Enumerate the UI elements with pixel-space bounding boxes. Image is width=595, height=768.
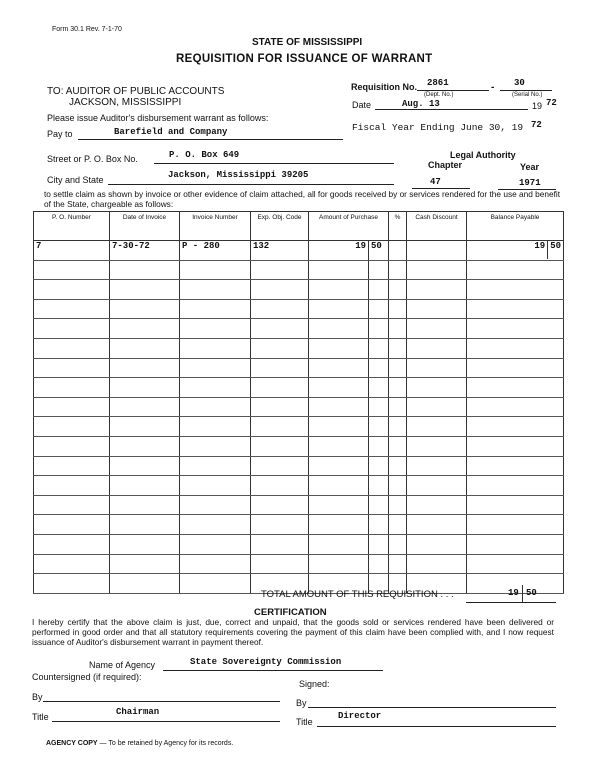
table-cell <box>110 534 180 554</box>
agency-name-label: Name of Agency <box>89 660 156 670</box>
table-cell <box>251 436 309 456</box>
header-cash-discount: Cash Discount <box>407 212 467 241</box>
serial-line <box>500 90 552 91</box>
table-cell <box>251 260 309 280</box>
table-cell <box>180 495 251 515</box>
table-cell <box>309 534 369 554</box>
table-cell <box>389 260 407 280</box>
table-cell <box>467 378 564 398</box>
table-cell <box>369 554 389 574</box>
table-cell <box>34 358 110 378</box>
total-cents: 50 <box>526 588 537 598</box>
serial-caption: (Serial No.) <box>512 92 543 98</box>
table-cell <box>34 280 110 300</box>
signed-label: Signed: <box>299 679 330 689</box>
table-cell <box>389 495 407 515</box>
table-cell <box>389 554 407 574</box>
date-label: Date <box>352 100 372 110</box>
table-cell <box>110 574 180 594</box>
table-cell <box>180 515 251 535</box>
table-cell <box>467 397 564 417</box>
table-cell <box>369 378 389 398</box>
total-label: TOTAL AMOUNT OF THIS REQUISITION . . . <box>261 589 454 600</box>
table-row <box>34 241 564 261</box>
table-row <box>34 476 564 496</box>
table-cell <box>110 515 180 535</box>
footer-rest: — To be retained by Agency for its records. <box>97 740 234 747</box>
agency-name-line <box>163 670 383 671</box>
table-cell <box>369 338 389 358</box>
table-cell <box>467 456 564 476</box>
table-cell <box>309 378 369 398</box>
serial-number: 30 <box>514 78 525 88</box>
table-cell <box>251 456 309 476</box>
table-cell <box>369 456 389 476</box>
chapter-value: 47 <box>430 177 441 187</box>
table-cell <box>309 338 369 358</box>
table-cell <box>34 319 110 339</box>
table-row <box>34 299 564 319</box>
table-row <box>34 515 564 535</box>
cell-balance-cents: 50 <box>550 241 561 251</box>
table-cell <box>467 534 564 554</box>
table-cell <box>407 378 467 398</box>
form-title: REQUISITION FOR ISSUANCE OF WARRANT <box>176 53 433 65</box>
table-cell <box>180 260 251 280</box>
table-cell <box>467 476 564 496</box>
table-cell <box>369 280 389 300</box>
cell-amount-cents: 50 <box>369 241 389 261</box>
table-cell <box>389 378 407 398</box>
table-cell <box>467 338 564 358</box>
table-cell <box>309 495 369 515</box>
cell-exp-obj-code: 132 <box>251 241 309 261</box>
pay-to-label: Pay to <box>47 129 73 139</box>
left-by-label: By <box>32 692 43 702</box>
table-cell <box>369 436 389 456</box>
table-cell <box>110 554 180 574</box>
table-cell <box>34 299 110 319</box>
table-cell <box>34 534 110 554</box>
header-exp-obj-code: Exp. Obj. Code <box>251 212 309 241</box>
countersigned-label: Countersigned (if required): <box>32 672 142 682</box>
table-cell <box>369 417 389 437</box>
footer-bold: AGENCY COPY <box>46 740 98 747</box>
table-cell <box>180 358 251 378</box>
cell-date-of-invoice: 7-30-72 <box>110 241 180 261</box>
table-cell <box>34 260 110 280</box>
fiscal-year-label: Fiscal Year Ending June 30, 19 <box>352 122 524 133</box>
left-title-value: Chairman <box>116 707 160 717</box>
pay-to-value: Barefield and Company <box>114 127 228 137</box>
chapter-label: Chapter <box>428 160 463 170</box>
table-cell <box>309 397 369 417</box>
year-label: Year <box>520 162 540 172</box>
table-cell <box>251 554 309 574</box>
table-cell <box>389 280 407 300</box>
street-line <box>154 163 394 164</box>
table-cell <box>389 515 407 535</box>
table-row <box>34 358 564 378</box>
table-cell <box>309 299 369 319</box>
table-cell <box>389 299 407 319</box>
street-value: P. O. Box 649 <box>169 150 240 160</box>
state-heading: STATE OF MISSISSIPPI <box>252 37 363 48</box>
requisition-dash: - <box>491 82 495 93</box>
table-cell <box>467 554 564 574</box>
table-cell <box>110 417 180 437</box>
table-cell <box>389 319 407 339</box>
table-cell <box>369 515 389 535</box>
table-row <box>34 417 564 437</box>
table-cell <box>309 417 369 437</box>
certification-heading: CERTIFICATION <box>254 607 327 618</box>
left-by-line <box>43 701 280 702</box>
table-cell <box>389 417 407 437</box>
table-cell <box>389 358 407 378</box>
city-value: Jackson, Mississippi 39205 <box>168 170 309 180</box>
table-cell <box>251 358 309 378</box>
table-cell <box>407 495 467 515</box>
instruction-text: Please issue Auditor's disbursement warrant as follows: <box>47 113 269 123</box>
table-cell <box>34 554 110 574</box>
table-cell <box>34 436 110 456</box>
table-cell <box>389 476 407 496</box>
date-line <box>375 109 528 110</box>
table-cell <box>251 338 309 358</box>
fiscal-year-value: 72 <box>531 120 542 130</box>
city-label: City and State <box>47 175 104 185</box>
table-cell <box>309 515 369 535</box>
table-row <box>34 338 564 358</box>
table-cell <box>389 534 407 554</box>
table-cell <box>369 397 389 417</box>
table-cell <box>110 495 180 515</box>
table-cell <box>34 476 110 496</box>
table-cell <box>309 456 369 476</box>
table-cell <box>407 417 467 437</box>
table-cell <box>251 495 309 515</box>
table-cell <box>180 574 251 594</box>
dept-line <box>417 90 489 91</box>
table-cell <box>407 436 467 456</box>
table-row <box>34 280 564 300</box>
cell-invoice-number: P - 280 <box>180 241 251 261</box>
table-cell <box>309 319 369 339</box>
table-cell <box>110 358 180 378</box>
table-cell <box>407 456 467 476</box>
street-label: Street or P. O. Box No. <box>47 154 138 164</box>
right-by-label: By <box>296 698 307 708</box>
table-cell <box>369 476 389 496</box>
table-cell <box>407 358 467 378</box>
table-cell <box>180 436 251 456</box>
table-cell <box>467 280 564 300</box>
year-value: 1971 <box>519 178 541 188</box>
table-row <box>34 319 564 339</box>
table-cell <box>369 534 389 554</box>
table-cell <box>34 495 110 515</box>
table-cell <box>407 319 467 339</box>
table-cell <box>34 397 110 417</box>
table-cell <box>251 299 309 319</box>
table-cell <box>467 319 564 339</box>
table-cell <box>34 338 110 358</box>
date-year-value: 72 <box>546 98 557 108</box>
form-number: Form 30.1 Rev. 7-1-70 <box>52 26 122 33</box>
cell-percent <box>389 241 407 261</box>
table-cell <box>407 554 467 574</box>
table-cell <box>34 574 110 594</box>
total-divider <box>522 585 523 603</box>
table-row <box>34 495 564 515</box>
city-line <box>108 184 394 185</box>
requisition-label: Requisition No. <box>351 82 417 92</box>
left-title-label: Title <box>32 712 49 722</box>
table-cell <box>180 319 251 339</box>
table-cell <box>110 456 180 476</box>
table-cell <box>251 534 309 554</box>
claim-text: to settle claim as shown by invoice or other evidence of claim attached, all for goods received by or services rendered for the use and benefit of the State, chargeable as follows: <box>44 189 561 209</box>
table-cell <box>407 280 467 300</box>
table-cell <box>467 358 564 378</box>
table-cell <box>467 260 564 280</box>
table-cell <box>251 319 309 339</box>
table-cell <box>180 456 251 476</box>
table-cell <box>110 260 180 280</box>
right-title-line <box>317 726 556 727</box>
table-cell <box>407 515 467 535</box>
table-cell <box>251 378 309 398</box>
table-cell <box>251 515 309 535</box>
table-cell <box>407 397 467 417</box>
table-cell <box>180 338 251 358</box>
table-header-row <box>34 212 564 241</box>
footer-note <box>46 740 233 747</box>
table-cell <box>369 495 389 515</box>
table-row <box>34 436 564 456</box>
cell-balance-payable <box>467 241 564 261</box>
table-cell <box>251 476 309 496</box>
table-cell <box>309 436 369 456</box>
table-cell <box>180 534 251 554</box>
table-cell <box>407 299 467 319</box>
right-by-line <box>308 707 556 708</box>
right-title-label: Title <box>296 717 313 727</box>
table-cell <box>467 417 564 437</box>
table-cell <box>369 358 389 378</box>
table-cell <box>110 436 180 456</box>
pay-to-line <box>78 139 343 140</box>
table-row <box>34 554 564 574</box>
table-cell <box>467 495 564 515</box>
cell-po-number: 7 <box>34 241 110 261</box>
table-cell <box>309 358 369 378</box>
table-cell <box>251 280 309 300</box>
header-balance-payable: Balance Payable <box>467 212 564 241</box>
header-date-of-invoice: Date of Invoice <box>110 212 180 241</box>
table-cell <box>467 299 564 319</box>
table-cell <box>389 397 407 417</box>
cell-amount-dollars: 19 <box>309 241 369 261</box>
table-row <box>34 260 564 280</box>
line-items-table <box>33 211 564 594</box>
table-cell <box>467 436 564 456</box>
table-body <box>34 241 564 594</box>
total-dollars: 19 <box>508 588 519 598</box>
table-cell <box>407 476 467 496</box>
table-cell <box>369 299 389 319</box>
table-cell <box>110 280 180 300</box>
dept-number: 2861 <box>427 78 449 88</box>
table-cell <box>389 436 407 456</box>
header-amount-of-purchase: Amount of Purchase <box>309 212 389 241</box>
table-cell <box>180 476 251 496</box>
table-cell <box>34 417 110 437</box>
table-row <box>34 456 564 476</box>
table-cell <box>369 319 389 339</box>
table-cell <box>110 397 180 417</box>
table-cell <box>389 338 407 358</box>
table-cell <box>309 260 369 280</box>
table-row <box>34 378 564 398</box>
left-title-line <box>52 721 280 722</box>
table-cell <box>110 299 180 319</box>
table-cell <box>180 397 251 417</box>
table-cell <box>389 456 407 476</box>
table-cell <box>407 534 467 554</box>
to-line-1: TO: AUDITOR OF PUBLIC ACCOUNTS <box>47 86 225 97</box>
agency-name-value: State Sovereignty Commission <box>190 657 342 667</box>
header-invoice-number: Invoice Number <box>180 212 251 241</box>
cell-balance-dollars: 19 <box>534 241 546 251</box>
total-line <box>466 602 556 603</box>
table-cell <box>309 280 369 300</box>
table-cell <box>467 515 564 535</box>
table-cell <box>309 476 369 496</box>
table-cell <box>110 319 180 339</box>
dept-caption: (Dept. No.) <box>424 92 454 98</box>
table-cell <box>110 378 180 398</box>
table-cell <box>180 554 251 574</box>
date-year-prefix: 19 <box>532 101 543 111</box>
table-cell <box>180 378 251 398</box>
to-line-2: JACKSON, MISSISSIPPI <box>69 97 182 108</box>
legal-authority-label: Legal Authority <box>450 150 516 160</box>
table-cell <box>34 456 110 476</box>
date-value: Aug. 13 <box>402 99 440 109</box>
table-cell <box>180 299 251 319</box>
table-row <box>34 397 564 417</box>
table-cell <box>369 260 389 280</box>
table-cell <box>251 417 309 437</box>
table-cell <box>110 476 180 496</box>
table-cell <box>34 378 110 398</box>
table-cell <box>309 554 369 574</box>
table-cell <box>407 338 467 358</box>
header-po-number: P. O. Number <box>34 212 110 241</box>
table-cell <box>180 280 251 300</box>
certification-text: I hereby certify that the above claim is just, due, correct and unpaid, that the goods sold or services rendered have been delivered or performed in good order and that all statutory requirements covering the payment of this claim have been complied with, and I now request issuance of Auditor's disbursement warrant in payment thereof. <box>32 617 554 647</box>
cell-cash-discount <box>407 241 467 261</box>
table-cell <box>251 397 309 417</box>
right-title-value: Director <box>338 711 382 721</box>
table-cell <box>34 515 110 535</box>
header-percent: % <box>389 212 407 241</box>
table-cell <box>180 417 251 437</box>
table-cell <box>407 260 467 280</box>
table-cell <box>110 338 180 358</box>
table-row <box>34 534 564 554</box>
